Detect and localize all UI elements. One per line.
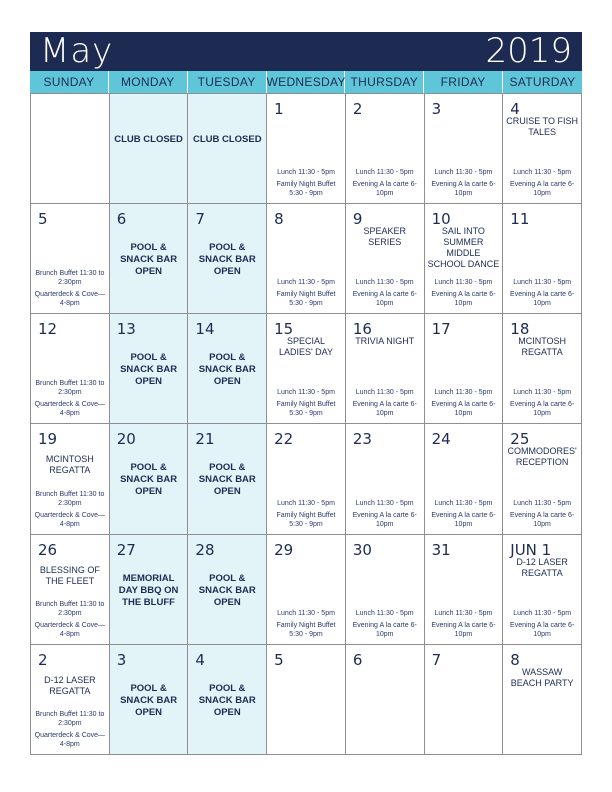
note-line: Evening A la carte 6-10pm bbox=[510, 401, 575, 418]
day-number: 4 bbox=[510, 100, 520, 118]
note-line: Lunch 11:30 - 5pm bbox=[277, 499, 335, 507]
calendar-day-cell bbox=[425, 204, 504, 314]
weekday-header-row bbox=[30, 71, 582, 93]
calendar-day-cell bbox=[110, 94, 189, 204]
note-line: Evening A la carte 6-10pm bbox=[431, 181, 496, 198]
month-title: May bbox=[40, 31, 114, 71]
event-notes bbox=[269, 275, 343, 308]
note-line: Lunch 11:30 - 5pm bbox=[513, 279, 572, 287]
weekday-label: MONDAY bbox=[109, 71, 188, 93]
calendar-day-cell bbox=[425, 424, 504, 534]
weekday-label: SATURDAY bbox=[509, 75, 576, 89]
event-title: D-12 LASER REGATTA bbox=[516, 556, 568, 578]
note-line: Lunch 11:30 - 5pm bbox=[434, 169, 493, 177]
note-line: Evening A la carte 6-10pm bbox=[510, 621, 575, 638]
day-number: 4 bbox=[195, 650, 205, 669]
weekday-label: TUESDAY bbox=[188, 71, 267, 93]
note-line: Lunch 11:30 - 5pm bbox=[355, 169, 414, 177]
note-line: Lunch 11:30 - 5pm bbox=[434, 389, 493, 397]
note-line: Lunch 11:30 - 5pm bbox=[434, 279, 493, 287]
event-title: CRUISE TO FISH TALES bbox=[506, 116, 578, 137]
day-number: 17 bbox=[431, 320, 451, 339]
event-notes bbox=[33, 266, 107, 308]
calendar-header bbox=[30, 32, 582, 71]
calendar-day-cell bbox=[110, 535, 189, 645]
year-title: 2019 bbox=[485, 31, 572, 71]
event-title: MCINTOSH REGATTA bbox=[45, 454, 94, 476]
calendar-day-cell bbox=[188, 535, 267, 645]
calendar-day-cell bbox=[503, 314, 582, 424]
note-line: Brunch Buffet 11:30 to 2:30pm bbox=[35, 710, 105, 727]
event-notes bbox=[33, 376, 107, 418]
note-line: Evening A la carte 6-10pm bbox=[510, 511, 575, 528]
note-line: Evening A la carte 6-10pm bbox=[352, 511, 417, 528]
weekday-label: SUNDAY bbox=[30, 71, 109, 93]
calendar-day-cell bbox=[267, 535, 346, 645]
note-line: Lunch 11:30 - 5pm bbox=[434, 609, 493, 617]
calendar-day-cell bbox=[110, 314, 189, 424]
weekday-label: THURSDAY bbox=[345, 71, 424, 93]
note-line: Lunch 11:30 - 5pm bbox=[513, 609, 572, 617]
event-title: POOL & SNACK BAR OPEN bbox=[198, 242, 256, 278]
weekday-label: FRIDAY bbox=[424, 71, 503, 93]
calendar-grid bbox=[30, 93, 582, 755]
note-line: Lunch 11:30 - 5pm bbox=[434, 499, 493, 507]
event-title: POOL & SNACK BAR OPEN bbox=[198, 352, 256, 388]
calendar-day-cell bbox=[267, 314, 346, 424]
event-title: BLESSING OF THE FLEET bbox=[39, 564, 100, 586]
note-line: Brunch Buffet 11:30 to 2:30pm bbox=[35, 490, 105, 507]
note-line: Evening A la carte 6-10pm bbox=[510, 181, 575, 198]
event-title: POOL & SNACK BAR OPEN bbox=[198, 682, 256, 718]
calendar-day-cell bbox=[503, 645, 582, 755]
note-line: Lunch 11:30 - 5pm bbox=[355, 499, 414, 507]
event-notes bbox=[33, 487, 107, 529]
day-number: 5 bbox=[38, 210, 48, 229]
calendar-day-cell bbox=[425, 94, 504, 204]
calendar-day-cell bbox=[188, 314, 267, 424]
day-number: 19 bbox=[38, 430, 58, 449]
event-title: SPECIAL LADIES' DAY bbox=[278, 336, 334, 358]
note-line: Evening A la carte 6-10pm bbox=[352, 181, 417, 198]
day-number: 29 bbox=[274, 540, 294, 559]
calendar-day-cell bbox=[31, 314, 110, 424]
event-notes bbox=[33, 707, 107, 749]
event-title: POOL & SNACK BAR OPEN bbox=[120, 242, 178, 278]
day-number: JUN 1 bbox=[510, 540, 552, 559]
day-number: 7 bbox=[195, 210, 205, 229]
note-line: Lunch 11:30 - 5pm bbox=[355, 279, 414, 287]
note-line: Lunch 11:30 - 5pm bbox=[277, 169, 335, 177]
note-line: Evening A la carte 6-10pm bbox=[431, 621, 496, 638]
event-title: WASSAW BEACH PARTY bbox=[510, 666, 574, 688]
event-title: POOL & SNACK BAR OPEN bbox=[198, 462, 256, 498]
calendar-day-cell bbox=[346, 204, 425, 314]
calendar-day-cell bbox=[188, 424, 267, 534]
note-line: Brunch Buffet 11:30 to 2:30pm bbox=[35, 270, 105, 287]
day-number: 10 bbox=[431, 210, 451, 229]
calendar-day-cell bbox=[31, 535, 110, 645]
note-line: Lunch 11:30 - 5pm bbox=[277, 389, 335, 397]
note-line: Evening A la carte 6-10pm bbox=[352, 401, 417, 418]
calendar-day-cell bbox=[503, 94, 582, 204]
event-notes bbox=[427, 165, 501, 198]
note-line: Evening A la carte 6-10pm bbox=[352, 621, 417, 638]
note-line: Lunch 11:30 - 5pm bbox=[277, 609, 335, 617]
note-line: Quarterdeck & Cove—4-8pm bbox=[34, 401, 106, 418]
calendar-day-cell bbox=[346, 645, 425, 755]
day-number: 11 bbox=[510, 210, 530, 229]
event-title: CLUB CLOSED bbox=[192, 134, 262, 145]
note-line: Family Night Buffet 5:30 - 9pm bbox=[276, 511, 336, 528]
day-number: 1 bbox=[274, 100, 284, 118]
calendar-day-cell bbox=[425, 645, 504, 755]
note-line: Family Night Buffet 5:30 - 9pm bbox=[276, 291, 336, 308]
calendar-day-cell bbox=[346, 94, 425, 204]
day-number: 14 bbox=[195, 320, 215, 339]
event-notes bbox=[427, 496, 501, 529]
event-notes bbox=[427, 275, 501, 308]
calendar-day-cell bbox=[31, 204, 110, 314]
note-line: Lunch 11:30 - 5pm bbox=[277, 279, 335, 287]
note-line: Quarterdeck & Cove—4-8pm bbox=[34, 731, 106, 748]
event-title: MEMORIAL DAY BBQ ON THE BLUFF bbox=[118, 572, 179, 608]
event-notes bbox=[427, 606, 501, 639]
note-line: Lunch 11:30 - 5pm bbox=[355, 609, 414, 617]
event-title: POOL & SNACK BAR OPEN bbox=[120, 352, 178, 388]
note-line: Brunch Buffet 11:30 to 2:30pm bbox=[35, 600, 105, 617]
calendar-day-cell bbox=[267, 645, 346, 755]
note-line: Brunch Buffet 11:30 to 2:30pm bbox=[35, 380, 105, 397]
day-number: 6 bbox=[352, 650, 363, 669]
day-number: 6 bbox=[116, 210, 127, 229]
day-number: 13 bbox=[116, 320, 136, 339]
day-number: 7 bbox=[431, 650, 442, 669]
day-number: 23 bbox=[352, 430, 372, 449]
note-line: Evening A la carte 6-10pm bbox=[431, 401, 496, 418]
day-number: 21 bbox=[195, 430, 215, 449]
day-number: 3 bbox=[116, 650, 127, 669]
calendar-day-cell bbox=[188, 204, 267, 314]
event-title: MCINTOSH REGATTA bbox=[518, 336, 567, 358]
day-number: 8 bbox=[274, 210, 284, 229]
event-title: POOL & SNACK BAR OPEN bbox=[198, 572, 256, 608]
event-notes bbox=[269, 165, 343, 198]
event-notes bbox=[348, 496, 422, 529]
day-number: 5 bbox=[274, 650, 284, 669]
day-number: 31 bbox=[431, 540, 451, 559]
note-line: Lunch 11:30 - 5pm bbox=[355, 389, 414, 397]
note-line: Quarterdeck & Cove—4-8pm bbox=[34, 291, 106, 308]
day-number: 20 bbox=[116, 430, 136, 449]
note-line: Family Night Buffet 5:30 - 9pm bbox=[276, 401, 336, 418]
note-line: Family Night Buffet 5:30 - 9pm bbox=[276, 181, 336, 198]
calendar-day-cell bbox=[110, 204, 189, 314]
note-line: Family Night Buffet 5:30 - 9pm bbox=[276, 621, 336, 638]
calendar-day-cell bbox=[31, 94, 110, 204]
day-number: 30 bbox=[352, 540, 372, 559]
day-number: 3 bbox=[431, 100, 442, 118]
day-number: 22 bbox=[274, 430, 294, 449]
calendar-day-cell bbox=[503, 204, 582, 314]
calendar-day-cell bbox=[31, 645, 110, 755]
event-title: POOL & SNACK BAR OPEN bbox=[120, 462, 178, 498]
event-title: POOL & SNACK BAR OPEN bbox=[120, 682, 178, 718]
event-notes bbox=[348, 385, 422, 418]
event-notes bbox=[427, 385, 501, 418]
event-title: TRIVIA NIGHT bbox=[355, 336, 415, 347]
day-number: 9 bbox=[352, 210, 363, 229]
day-number: 25 bbox=[510, 430, 530, 449]
day-number: 2 bbox=[38, 650, 48, 669]
calendar-day-cell bbox=[267, 94, 346, 204]
weekday-label: WEDNESDAY bbox=[267, 71, 346, 93]
day-number: 8 bbox=[510, 650, 520, 669]
event-notes bbox=[505, 165, 579, 198]
event-notes bbox=[269, 606, 343, 639]
event-title: CLUB CLOSED bbox=[114, 134, 183, 145]
event-title: COMMODORES' RECEPTION bbox=[507, 446, 577, 468]
note-line: Quarterdeck & Cove—4-8pm bbox=[34, 511, 106, 528]
day-number: 16 bbox=[352, 320, 372, 339]
calendar-day-cell bbox=[110, 424, 189, 534]
note-line: Lunch 11:30 - 5pm bbox=[513, 389, 572, 397]
note-line: Lunch 11:30 - 5pm bbox=[513, 169, 572, 177]
event-notes bbox=[505, 385, 579, 418]
event-notes bbox=[505, 606, 579, 639]
note-line: Evening A la carte 6-10pm bbox=[431, 511, 496, 528]
calendar-day-cell bbox=[267, 424, 346, 534]
day-number: 24 bbox=[431, 430, 451, 449]
calendar-day-cell bbox=[110, 645, 189, 755]
day-number: 28 bbox=[195, 540, 215, 559]
calendar-day-cell bbox=[31, 424, 110, 534]
note-line: Lunch 11:30 - 5pm bbox=[513, 499, 572, 507]
note-line: Quarterdeck & Cove—4-8pm bbox=[34, 621, 106, 638]
calendar-day-cell bbox=[267, 204, 346, 314]
event-title: SPEAKER SERIES bbox=[363, 226, 406, 248]
note-line: Evening A la carte 6-10pm bbox=[510, 291, 575, 308]
calendar-day-cell bbox=[346, 535, 425, 645]
calendar-day-cell bbox=[425, 314, 504, 424]
note-line: Evening A la carte 6-10pm bbox=[352, 291, 417, 308]
event-notes bbox=[33, 597, 107, 639]
event-notes bbox=[348, 606, 422, 639]
calendar-day-cell bbox=[346, 314, 425, 424]
event-notes bbox=[505, 496, 579, 529]
day-number: 27 bbox=[116, 540, 136, 559]
event-notes bbox=[269, 385, 343, 418]
calendar-day-cell bbox=[188, 94, 267, 204]
day-number: 12 bbox=[38, 320, 58, 339]
calendar-day-cell bbox=[188, 645, 267, 755]
event-notes bbox=[505, 275, 579, 308]
event-title: D-12 LASER REGATTA bbox=[44, 674, 96, 696]
note-line: Evening A la carte 6-10pm bbox=[431, 291, 496, 308]
event-title: SAIL INTO SUMMER MIDDLE SCHOOL DANCE bbox=[427, 226, 500, 270]
calendar-day-cell bbox=[503, 535, 582, 645]
day-number: 2 bbox=[352, 100, 363, 118]
day-number: 26 bbox=[38, 540, 58, 559]
day-number: 18 bbox=[510, 320, 530, 339]
calendar-day-cell bbox=[503, 424, 582, 534]
calendar-day-cell bbox=[346, 424, 425, 534]
day-number: 15 bbox=[274, 320, 294, 339]
event-notes bbox=[269, 496, 343, 529]
calendar-day-cell bbox=[425, 535, 504, 645]
event-notes bbox=[348, 275, 422, 308]
event-notes bbox=[348, 165, 422, 198]
